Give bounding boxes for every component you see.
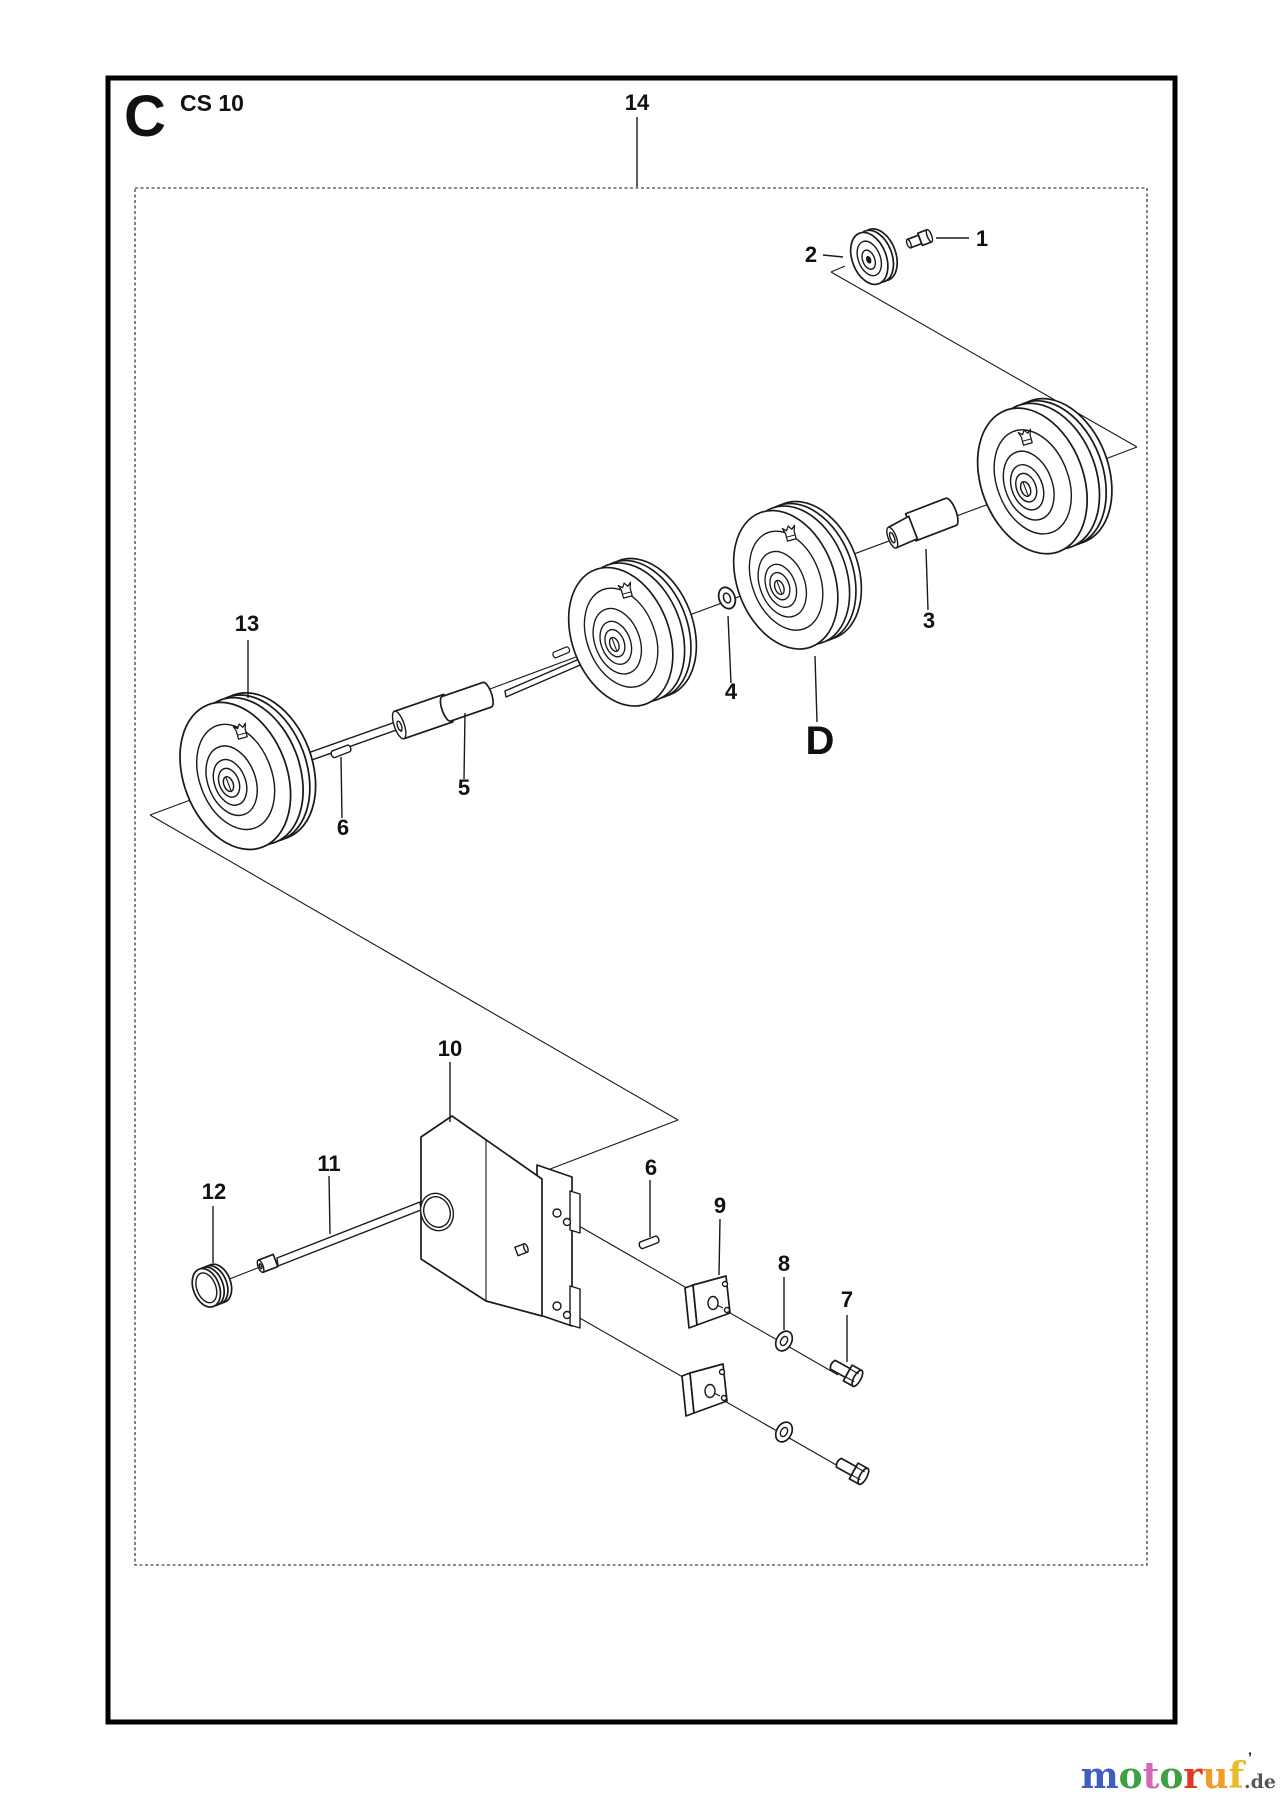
dashed-border [135,188,1147,1565]
callout-12: 12 [201,1179,227,1204]
callout-11: 11 [317,1151,341,1176]
callout-4: 4 [724,679,738,704]
callout-6-upper: 6 [336,815,350,840]
section-letter: C [124,84,166,149]
callout-5: 5 [457,775,471,800]
logo-letter: t [1142,1755,1160,1797]
model-title: CS 10 [180,90,244,116]
bolt-7-lower [833,1454,871,1486]
rod-collar [256,1254,278,1273]
mounting-plate-9-lower [682,1364,727,1416]
rod-11 [277,1202,421,1266]
logo-letter: f [1228,1755,1244,1797]
detail-letter-d: D [805,719,835,763]
pulley-d [715,486,881,664]
bolt-1 [905,229,934,250]
svg-text:motoruf.de [1081,1755,1276,1797]
logo-letter: o [1159,1755,1184,1797]
outer-frame [108,78,1175,1722]
logo-tld: .de [1244,1771,1276,1793]
cap-12 [187,1260,237,1311]
disc-2 [844,224,904,290]
callout-7: 7 [840,1287,854,1312]
washer-8-upper [772,1328,795,1354]
idler-pulley [550,543,716,721]
callout-10: 10 [437,1036,463,1061]
callout-3: 3 [922,608,936,633]
key-pin [552,646,570,658]
pin-6-lower [638,1235,660,1249]
callout-6-lower: 6 [644,1155,658,1180]
logo-mark: ’ [1248,1749,1252,1765]
callout-1: 1 [975,226,989,251]
motoruf-logo[interactable] [1081,1749,1276,1797]
logo-letter: r [1183,1755,1203,1797]
washer-4 [716,585,739,611]
cylinder-5 [390,680,496,741]
logo-letter: m [1080,1755,1119,1797]
gearbox-housing [415,1116,580,1328]
pulley-right [958,383,1132,570]
washer-8-lower [772,1419,795,1445]
wheel-13 [160,677,336,866]
callout-8: 8 [777,1251,791,1276]
logo-letter: u [1202,1755,1229,1797]
mounting-plate-9-upper [685,1276,730,1328]
callout-13: 13 [234,611,260,636]
callout-2: 2 [804,242,818,267]
callout-14: 14 [624,90,650,115]
callout-9: 9 [713,1193,727,1218]
spacer-3 [882,497,961,550]
logo-letter: o [1118,1755,1143,1797]
